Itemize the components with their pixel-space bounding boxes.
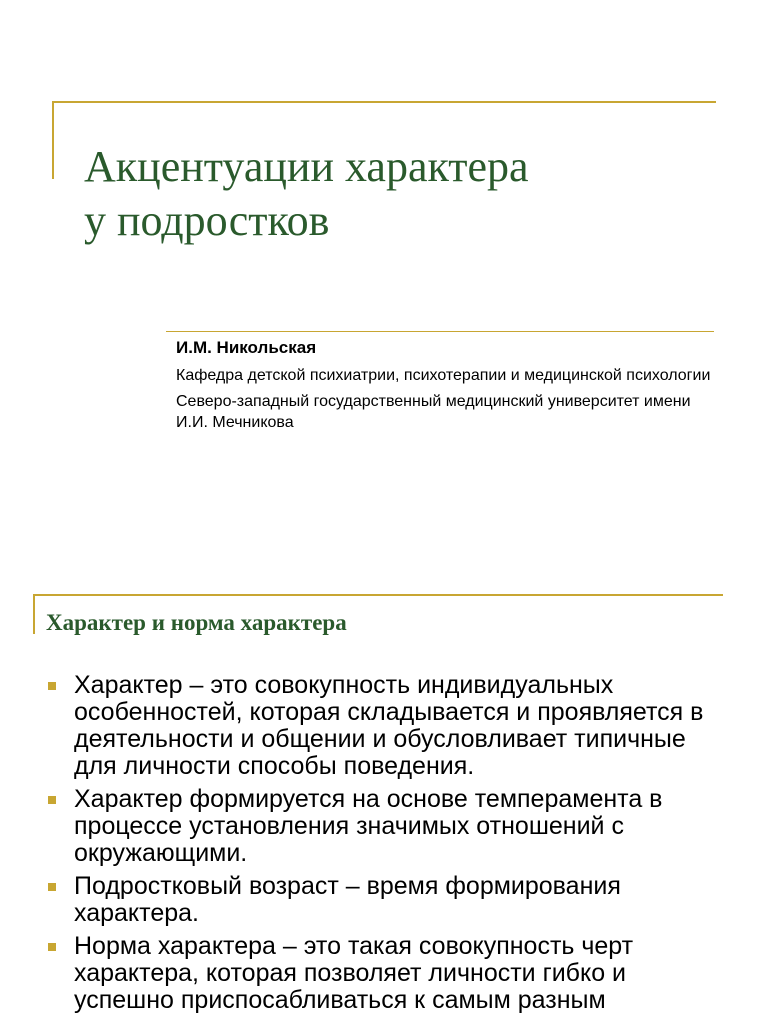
title-line-1: Акцентуации характера <box>84 142 529 191</box>
slide-1-title <box>84 140 529 248</box>
bullet-text: Характер – это совокупность индивидуальных особенностей, которая складывается и проявляется в деятельности и общении и обусловливает типичные для личности способы поведения. <box>74 671 704 780</box>
author-name: И.М. Никольская <box>176 338 317 357</box>
bullet-item <box>0 873 768 927</box>
title-line-2: у подростков <box>84 196 330 245</box>
slide-2 <box>0 576 768 1024</box>
bullet-item <box>0 786 768 867</box>
square-bullet-icon <box>48 682 56 690</box>
square-bullet-icon <box>48 796 56 804</box>
title-frame-top-rule <box>52 101 716 103</box>
subtitle-block <box>176 337 716 438</box>
slide-2-title: Характер и норма характера <box>46 610 347 635</box>
bullet-list <box>0 672 768 1020</box>
bullet-text: Характер формируется на основе темперамента в процессе установления значимых отношений с окружающими. <box>74 785 663 867</box>
slide-2-frame-top-rule <box>33 594 723 596</box>
university-line: Северо-западный государственный медицинский университет имени И.И. Мечникова <box>176 393 691 431</box>
square-bullet-icon <box>48 883 56 891</box>
bullet-text: Норма характера – это такая совокупность черт характера, которая позволяет личности гибко и успешно приспосабливаться к самым разным <box>74 932 634 1014</box>
subtitle-rule <box>166 331 714 332</box>
bullet-item <box>0 933 768 1014</box>
square-bullet-icon <box>48 943 56 951</box>
department-line: Кафедра детской психиатрии, психотерапии и медицинской психологии <box>176 367 711 384</box>
title-frame-left-rule <box>52 101 54 179</box>
slide-2-frame-left-rule <box>33 594 35 634</box>
bullet-item <box>0 672 768 780</box>
bullet-text: Подростковый возраст – время формирования характера. <box>74 872 621 927</box>
